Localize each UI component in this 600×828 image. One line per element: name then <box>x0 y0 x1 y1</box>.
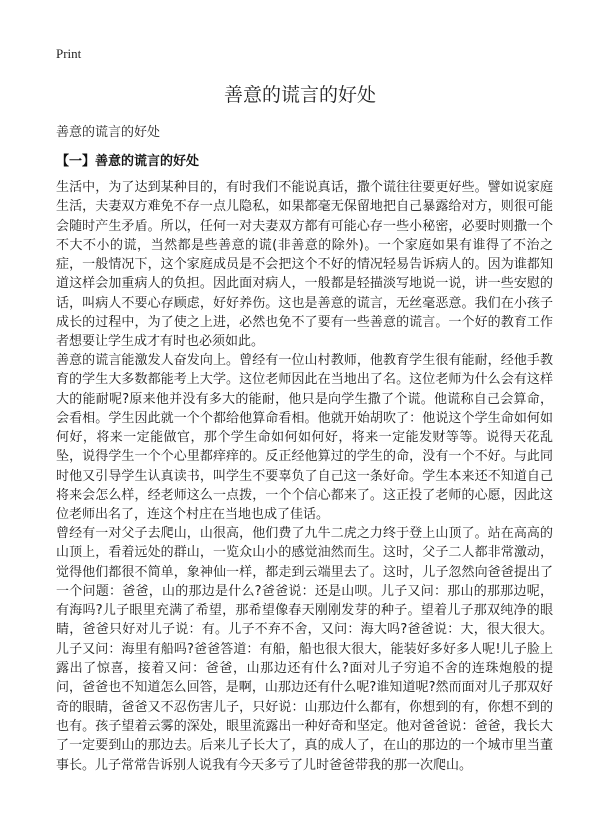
document-subtitle: 善意的谎言的好处 <box>56 125 161 140</box>
section-heading: 【一】善意的谎言的好处 <box>56 154 200 169</box>
print-link[interactable]: Print <box>56 46 82 61</box>
page-title: 善意的谎言的好处 <box>223 84 376 106</box>
paragraph: 曾经有一对父子去爬山，山很高，他们费了九牛二虎之力终于登上山顶了。站在高高的山顶上，看着远处的群山，一览众山小的感觉油然而生。这时，父子二人都非常激动，觉得他们都很不简单，象神仙一样，都走到云端里去了。这时，儿子忽然向爸爸提出了一个问题：爸爸，山的那边是什么?爸爸说：还是山呗。儿子又问：那山的那那边呢，有海吗?儿子眼里充满了希望，那希望像春天刚刚发芽的种子。望着儿子那双纯净的眼睛，爸爸只好对儿子说：有。儿子不弃不舍，又问：海大吗?爸爸说：大，很大很大。儿子又问：海里有船吗?爸爸答道：有船，船也很大很大，能装好多好多人呢!儿子脸上露出了惊喜，接着又问：爸爸，山那边还有什么?面对儿子穷追不舍的连珠炮般的提问，爸爸也不知道怎么回答，是啊，山那边还有什么呢?谁知道呢?然而面对儿子那双好奇的眼睛，爸爸又不忍伤害儿子，只好说：山那边什么都有，你想到的有，你想不到的也有。孩子望着云雾的深处，眼里流露出一种好奇和坚定。他对爸爸说：爸爸，我长大了一定要到山的那边去。后来儿子长大了，真的成人了，在山的那边的一个城市里当董事长。儿子常常告诉别人说我有今天多亏了儿时爸爸带我的那一次爬山。 <box>56 526 553 773</box>
paragraph: 善意的谎言能激发人奋发向上。曾经有一位山村教师，他教育学生很有能耐，经他手教育的学生大多数都能考上大学。这位老师因此在当地出了名。这位老师为什么会有这样大的能耐呢?原来他并没有多大的能耐，他只是向学生撒了个谎。他谎称自己会算命，会看相。学生因此就一个个都给他算命看相。他就开始胡吹了：他说这个学生命如何如何好，将来一定能做官，那个学生命如何如何好，将来一定能发财等等。说得天花乱坠，说得学生一个个心里都痒痒的。反正经他算过的学生的命，没有一个不好。与此同时他又引导学生认真读书，叫学生不要辜负了自己这一条好命。学生本来还不知道自己将来会怎么样，经老师这么一点拨，一个个信心都来了。这正投了老师的心愿，因此这位老师出名了，连这个村庄在当地也成了佳话。 <box>56 353 553 523</box>
paragraph: 生活中，为了达到某种目的，有时我们不能说真话，撒个谎往往要更好些。譬如说家庭生活，夫妻双方难免不存一点儿隐私，如果都毫无保留地把自己暴露给对方，则很可能会随时产生矛盾。所以，任何一对夫妻双方都有可能心存一些小秘密，必要时则撒一个不大不小的谎，当然都是些善意的谎(非善意的除外)。一个家庭如果有谁得了不治之症，一般情况下，这个家庭成员是不会把这个不好的情况轻易告诉病人的。因为谁都知道这样会加重病人的负担。因此面对病人，一般都是轻描淡写地说一说，讲一些安慰的话，叫病人不要心存顾虑，好好养伤。这也是善意的谎言，无丝毫恶意。我们在小孩子成长的过程中，为了使之上进，必然也免不了要有一些善意的谎言。一个好的教育工作者想要让学生成才有时也必须如此。 <box>56 180 553 350</box>
